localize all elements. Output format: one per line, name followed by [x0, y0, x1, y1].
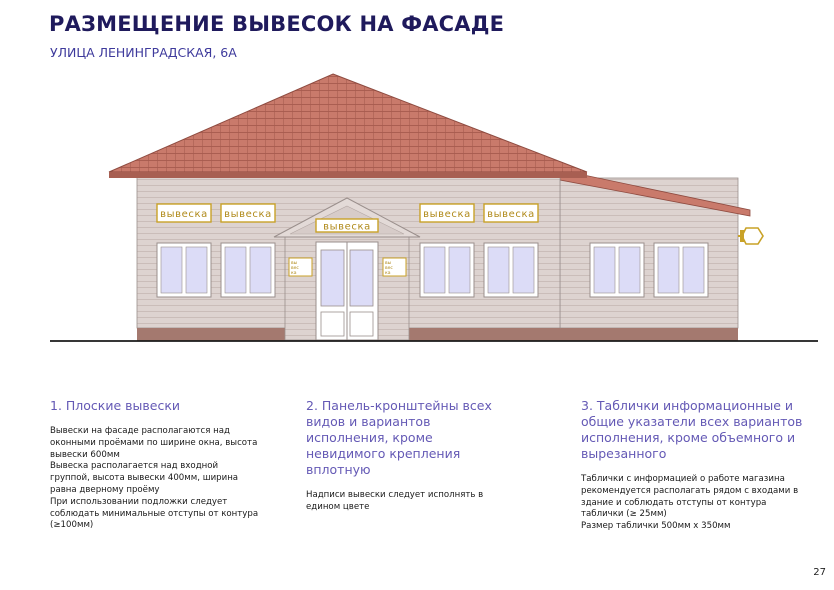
section-bracket-panels — [306, 398, 516, 514]
plaque-line: вы — [385, 261, 392, 266]
section-text: Таблички с информацией о работе магазина рекомендуется располагать рядом с входами в здание и соблюдать отступы от контура таблички (≥ 25мм) — [581, 474, 799, 520]
plaque-line: вес — [291, 266, 299, 271]
entrance-sign — [316, 219, 378, 233]
page-subtitle: УЛИЦА ЛЕНИНГРАДСКАЯ, 6А — [50, 45, 237, 60]
flat-sign — [157, 204, 211, 222]
section-heading: 1. Плоские вывески — [50, 398, 180, 413]
window — [420, 243, 474, 297]
roof — [109, 74, 587, 178]
window — [484, 243, 538, 297]
section-text: Вывеска располагается над входной группой, высота вывески 400мм, ширина равна дверному проёму — [50, 461, 239, 495]
window — [590, 243, 644, 297]
section-heading: 2. Панель-кронштейны всех видов и вариантов исполнения, кроме невидимого крепления вплотную — [306, 398, 492, 477]
plaque-line: ка — [385, 271, 391, 276]
sign-label: вывеска — [487, 209, 535, 220]
section-text: Вывески на фасаде располагаются над оконными проёмами по ширине окна, высота вывески 600мм — [50, 426, 258, 460]
info-plaque — [289, 258, 312, 276]
flat-sign — [484, 204, 538, 222]
windows — [157, 243, 708, 297]
window — [654, 243, 708, 297]
sign-label: вывеска — [323, 221, 371, 233]
section-heading: 3. Таблички информационные и общие указатели всех вариантов исполнения, кроме объемного и вырезанного — [581, 398, 803, 461]
plaque-line: вы — [291, 261, 298, 266]
sign-label: вывеска — [160, 209, 208, 220]
sign-label: вывеска — [423, 209, 471, 220]
plaque-line: вес — [385, 266, 393, 271]
section-flat-signs — [50, 398, 260, 532]
page-number: 27 — [813, 567, 826, 578]
section-info-plaques — [581, 398, 807, 533]
sign-label: вывеска — [224, 209, 272, 220]
section-text: При использовании подложки следует соблюдать минимальные отступы от контура (≥100мм) — [50, 496, 259, 531]
section-text: Размер таблички 500мм х 350мм — [581, 521, 731, 532]
info-plaque — [383, 258, 406, 276]
bracket-sign — [738, 228, 763, 244]
window — [221, 243, 275, 297]
section-text: Надписи вывески следует исполнять в едином цвете — [306, 490, 484, 512]
flat-sign — [221, 204, 275, 222]
plaque-line: ка — [291, 271, 297, 276]
window — [157, 243, 211, 297]
flat-sign — [420, 204, 474, 222]
page-title: РАЗМЕЩЕНИЕ ВЫВЕСОК НА ФАСАДЕ — [49, 12, 505, 36]
